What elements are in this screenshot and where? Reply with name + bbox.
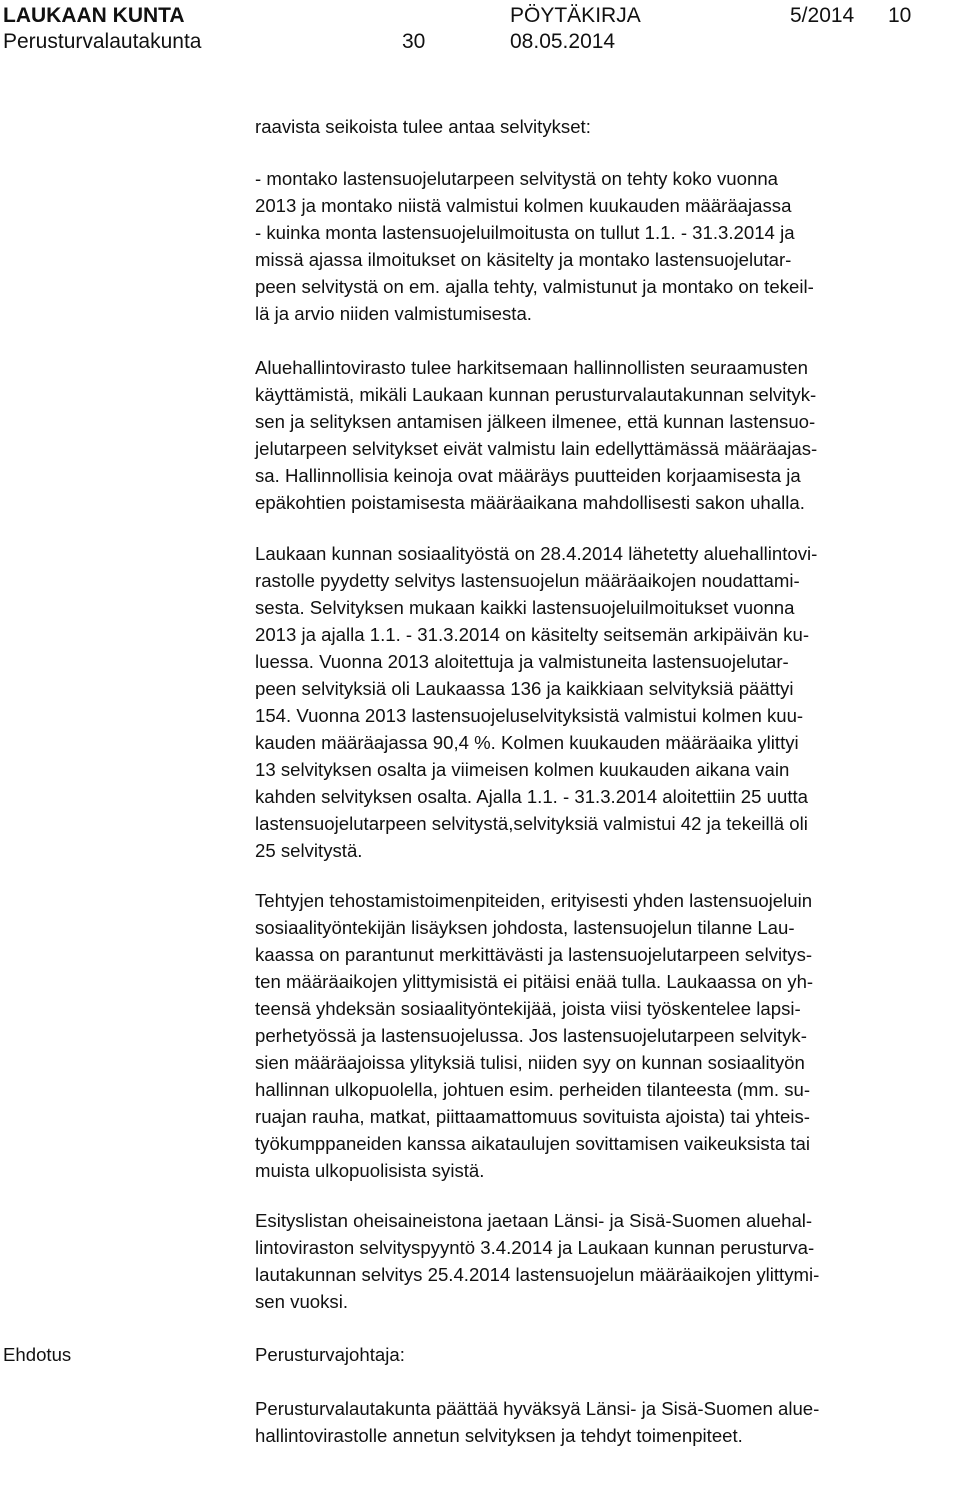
text-line: lintoviraston selvityspyyntö 3.4.2014 ja Laukaan kunnan perusturva- [255, 1237, 815, 1258]
text-line: jelutarpeen selvitykset eivät valmistu lain edellyttämässä määräajas- [255, 438, 818, 459]
text-line: hallinnan ulkopuolella, johtuen esim. perheiden tilanteesta (mm. su- [255, 1079, 811, 1100]
text-line: Perusturvalautakunta päättää hyväksyä Länsi- ja Sisä-Suomen alue- [255, 1398, 820, 1419]
proposal-presenter [255, 1341, 405, 1368]
text-line: sen vuoksi. [255, 1291, 349, 1312]
text-line: lautakunnan selvitys 25.4.2014 lastensuojelun määräaikojen ylittymi- [255, 1264, 820, 1285]
text-line: Esityslistan oheisaineistona jaetaan Länsi- ja Sisä-Suomen aluehal- [255, 1210, 813, 1231]
text-line: sa. Hallinnollisia keinoja ovat määräys puutteiden korjaamisesta ja [255, 465, 801, 486]
proposal-paragraph [255, 1395, 819, 1449]
text-line: Aluehallintovirasto tulee harkitsemaan hallinnollisten seuraamusten [255, 357, 808, 378]
proposal-label: Ehdotus [3, 1344, 72, 1365]
text-line: epäkohtien poistamisesta määräaikana mahdollisesti sakon uhalla. [255, 492, 805, 513]
text-line: muista ulkopuolisista syistä. [255, 1160, 485, 1181]
text-line: 13 selvityksen osalta ja viimeisen kolmen kuukauden aikana vain [255, 759, 790, 780]
response-paragraph [255, 540, 817, 864]
text-line: kauden määräajassa 90,4 %. Kolmen kuukauden määräaika ylittyi [255, 732, 799, 753]
text-line: hallintovirastolle annetun selvityksen ja tehdyt toimenpiteet. [255, 1425, 743, 1446]
board-name: Perusturvalautakunta [3, 30, 202, 53]
text-line: raavista seikoista tulee antaa selvitykset: [255, 116, 591, 137]
text-line: luessa. Vuonna 2013 aloitettuja ja valmistuneita lastensuojelutar- [255, 651, 789, 672]
document-number: 5/2014 [790, 4, 855, 27]
text-line: kahden selvityksen osalta. Ajalla 1.1. - 31.3.2014 aloitettiin 25 uutta [255, 786, 809, 807]
text-line: Laukaan kunnan sosiaalityöstä on 28.4.2014 lähetetty aluehallintovi- [255, 543, 818, 564]
text-line: sen ja selityksen antamisen jälkeen ilmenee, että kunnan lastensuo- [255, 411, 816, 432]
text-line: Tehtyjen tehostamistoimenpiteiden, erityisesti yhden lastensuojeluin [255, 890, 813, 911]
text-line: 2013 ja ajalla 1.1. - 31.3.2014 on käsitelty seitsemän arkipäivän ku- [255, 624, 810, 645]
text-line: - montako lastensuojelutarpeen selvitystä on tehty koko vuonna [255, 168, 779, 189]
text-line: teensä yhdeksän sosiaalityöntekijää, joista viisi työskentelee lapsi- [255, 998, 801, 1019]
presenter-label: Perusturvajohtaja: [255, 1344, 405, 1365]
text-line: sesta. Selvityksen mukaan kaikki lastensuojeluilmoitukset vuonna [255, 597, 795, 618]
text-line: lastensuojelutarpeen selvitystä,selvityksiä valmistui 42 ja tekeillä oli [255, 813, 808, 834]
text-line: rastolle pyydetty selvitys lastensuojelun määräaikojen noudattami- [255, 570, 800, 591]
text-line: peen selvitystä on em. ajalla tehty, valmistunut ja montako on tekeil- [255, 276, 814, 297]
organization-name: LAUKAAN KUNTA [3, 4, 185, 27]
text-line: perhetyössä ja lastensuojelussa. Jos lastensuojelutarpeen selvityk- [255, 1025, 807, 1046]
request-list [255, 165, 814, 327]
section-number: 30 [402, 30, 426, 53]
text-line: 25 selvitystä. [255, 840, 363, 861]
text-line: ruajan rauha, matkat, piittaamattomuus sovituista ajoista) tai yhteis- [255, 1106, 810, 1127]
text-line: peen selvityksiä oli Laukaassa 136 ja kaikkiaan selvityksiä päättyi [255, 678, 794, 699]
text-line: lä ja arvio niiden valmistumisesta. [255, 303, 532, 324]
avi-paragraph [255, 354, 817, 516]
text-line: missä ajassa ilmoitukset on käsitelty ja montako lastensuojelutar- [255, 249, 792, 270]
text-line: kaassa on parantunut merkittävästi ja lastensuojelutarpeen selvitys- [255, 944, 813, 965]
text-line: - kuinka monta lastensuojeluilmoitusta on tullut 1.1. - 31.3.2014 ja [255, 222, 795, 243]
document-type: PÖYTÄKIRJA [510, 4, 641, 27]
text-line: ten määräaikojen ylittymisistä ei pitäisi enää tulla. Laukaassa on yh- [255, 971, 814, 992]
page-number: 10 [888, 4, 912, 27]
attachments-paragraph [255, 1207, 819, 1315]
text-line: 2013 ja montako niistä valmistui kolmen kuukauden määräajassa [255, 195, 792, 216]
text-line: sosiaalityöntekijän lisäyksen johdosta, lastensuojelun tilanne Lau- [255, 917, 795, 938]
text-line: 154. Vuonna 2013 lastensuojeluselvityksistä valmistui kolmen kuu- [255, 705, 804, 726]
text-line: työkumppaneiden kanssa aikataulujen sovittamisen vaikeuksista tai [255, 1133, 811, 1154]
text-line: sien määräajoissa ylityksiä tulisi, niiden syy on kunnan sosiaalityön [255, 1052, 805, 1073]
meeting-date: 08.05.2014 [510, 30, 616, 53]
intro-paragraph [255, 113, 591, 140]
measures-paragraph [255, 887, 813, 1184]
text-line: käyttämistä, mikäli Laukaan kunnan perusturvalautakunnan selvityk- [255, 384, 817, 405]
